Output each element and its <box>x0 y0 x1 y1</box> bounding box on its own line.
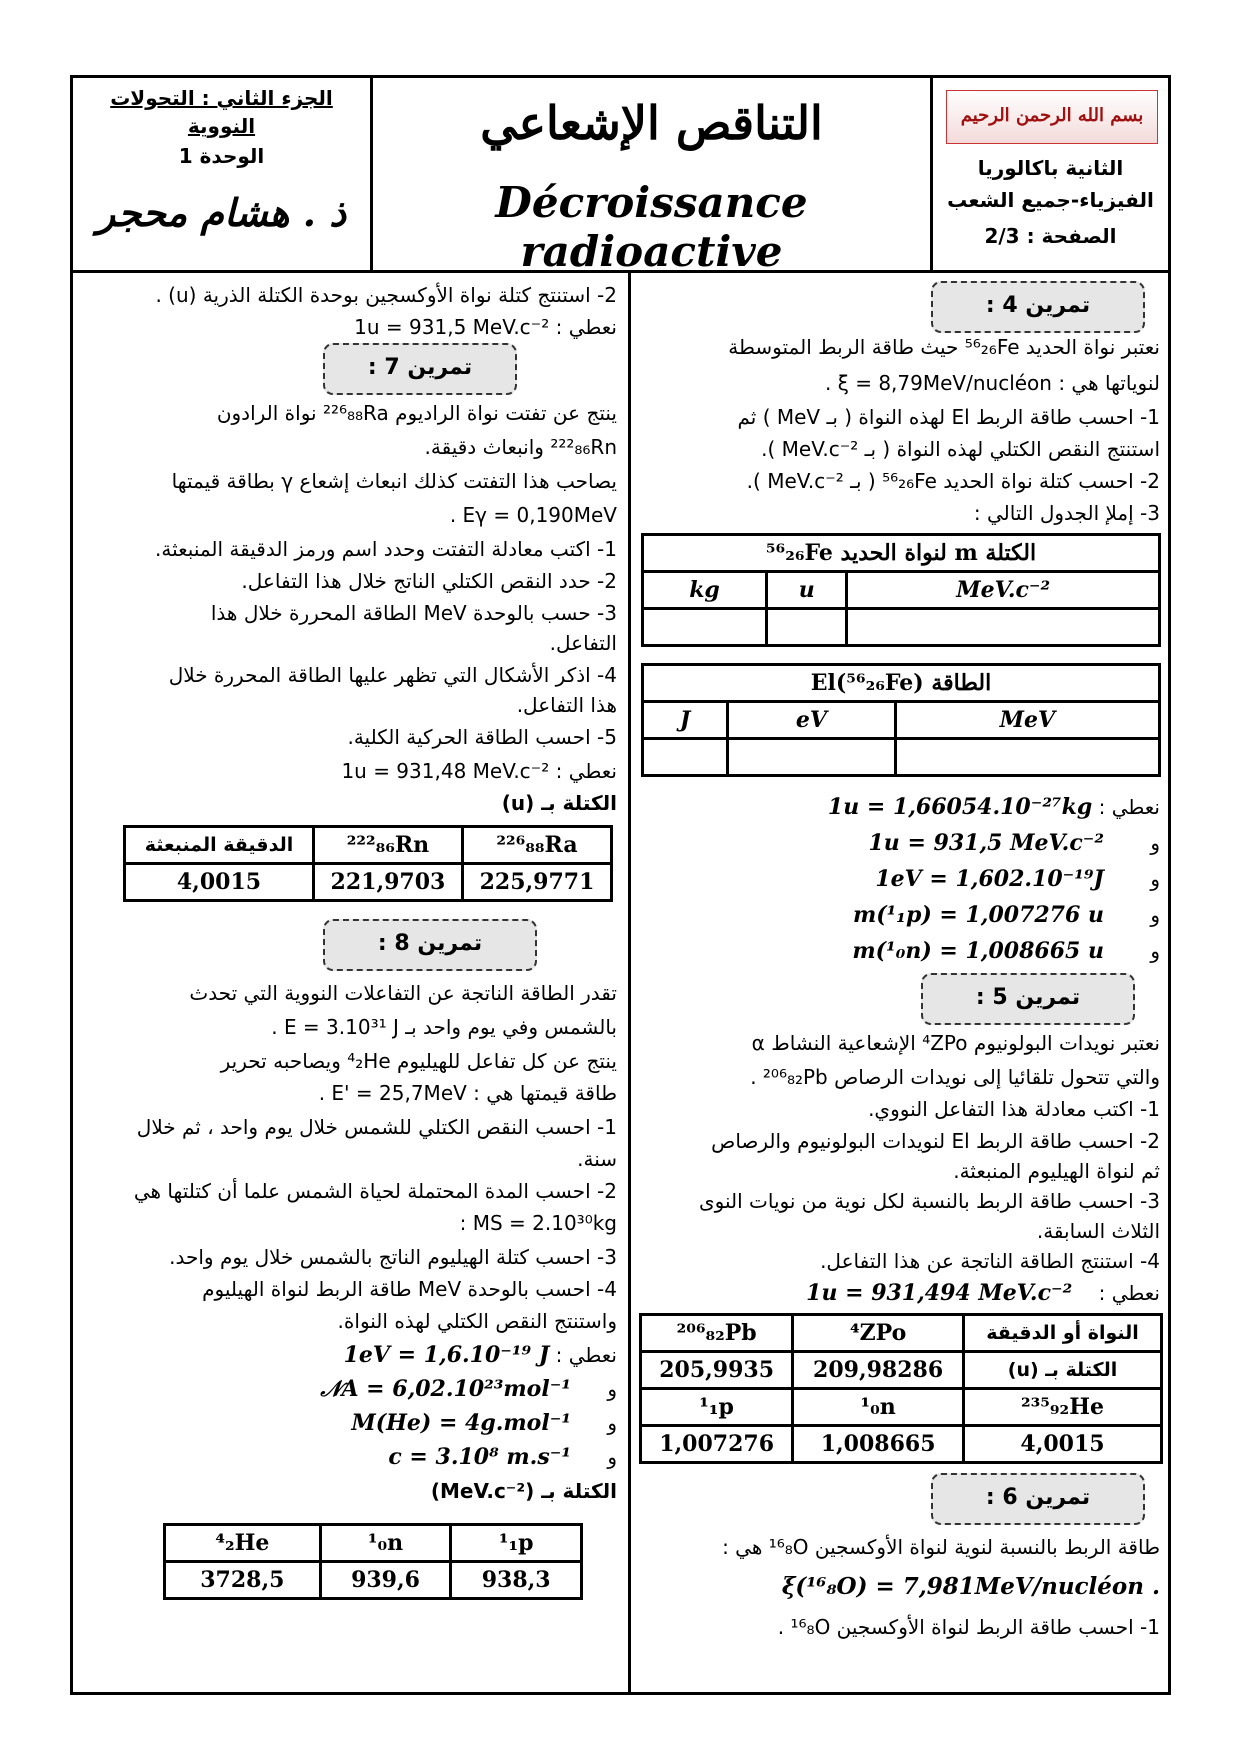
ex4-given-4 <box>639 901 1160 929</box>
ex7-line-8: التفاعل. <box>549 631 617 655</box>
ex4-line-1: نعتبر نواة الحديد ⁵⁶₂₆Fe حيث طاقة الربط المتوسطة <box>728 335 1160 359</box>
ex7-line-4: Eγ = 0,190MeV . <box>449 503 617 527</box>
given-value: 𝒩A = 6,02.10²³mol⁻¹ <box>320 1376 571 1402</box>
and-label: و <box>607 1377 617 1401</box>
cell: ¹₀n <box>793 1389 964 1426</box>
cell: الدقيقة المنبعثة <box>125 827 314 864</box>
cell: ⁴ZPo <box>793 1315 964 1352</box>
cell: ²³⁵₉₂He <box>964 1389 1162 1426</box>
given-value: c = 3.10⁸ m.s⁻¹ <box>388 1444 571 1470</box>
ex4-line-5: 2- احسب كتلة نواة الحديد ⁵⁶₂₆Fe ( بـ MeV.c⁻² ). <box>746 469 1160 493</box>
ex7-line-13: الكتلة بـ (u) <box>501 791 617 815</box>
page-label: الصفحة : <box>1026 224 1117 248</box>
ex7-line-9: 4- اذكر الأشكال التي تظهر عليها الطاقة المحررة خلال <box>168 663 617 687</box>
cell: ²²²₈₆Rn <box>313 827 462 864</box>
ex8-line-1: تقدر الطاقة الناتجة عن التفاعلات النووية التي تحدث <box>189 981 617 1005</box>
cell: 939,6 <box>320 1562 451 1599</box>
ex6-line-3: 1- احسب طاقة الربط لنواة الأوكسجين ¹⁶₈O . <box>777 1615 1160 1639</box>
basmala-logo: بسم الله الرحمن الرحيم <box>946 90 1158 144</box>
header-center <box>373 78 933 276</box>
ex4-line-3: 1- احسب طاقة الربط El لهذه النواة ( بـ MeV ) ثم <box>737 405 1160 429</box>
and-label: و <box>607 1445 617 1469</box>
blank-cell[interactable] <box>847 609 1160 646</box>
ex5-line-6: 3- احسب طاقة الربط بالنسبة لكل نوية من نويات النوى <box>699 1189 1160 1213</box>
cell: 3728,5 <box>165 1562 321 1599</box>
given-value: 1u = 1,66054.10⁻²⁷kg <box>827 794 1093 820</box>
ex6-line-5: نعطي : 1u = 931,5 MeV.c⁻² <box>354 315 617 339</box>
ex8-line-4: طاقة قيمتها هي : E' = 25,7MeV . <box>318 1081 617 1105</box>
unit-label: الوحدة 1 <box>178 144 265 168</box>
col-mev: MeV <box>895 702 1159 739</box>
exercise-5-label: تمرين 5 : <box>921 973 1135 1025</box>
ex7-line-10: هذا التفاعل. <box>516 693 617 717</box>
ex4-given-5 <box>639 937 1160 965</box>
page-value: 2/3 <box>984 224 1020 248</box>
iron-energy-table <box>641 663 1161 777</box>
blank-cell[interactable] <box>895 739 1159 776</box>
ex8-line-6: سنة. <box>577 1147 617 1171</box>
ex8-line-3: ينتج عن كل تفاعل للهيليوم ⁴₂He ويصاحبه تحرير <box>220 1049 617 1073</box>
ex4-given-2 <box>639 829 1160 857</box>
given-label: نعطي : <box>555 1343 617 1367</box>
cell: 1,008665 <box>793 1426 964 1463</box>
part-title-2: النووية <box>187 114 256 138</box>
ex4-line-2: لنوياتها هي : ξ = 8,79MeV/nucléon . <box>824 371 1160 395</box>
ex8-line-2: بالشمس وفي يوم واحد بـ E = 3.10³¹ J . <box>271 1015 617 1039</box>
given-value: 1u = 931,5 MeV.c⁻² <box>868 830 1104 856</box>
title-arabic: التناقص الإشعاعي <box>480 96 823 150</box>
cell: ¹₁p <box>641 1389 793 1426</box>
content <box>73 273 1168 1692</box>
ex8-given-1 <box>81 1341 617 1369</box>
ex5-line-7: الثلاث السابقة. <box>1036 1219 1160 1243</box>
blank-cell[interactable] <box>643 609 767 646</box>
ex7-line-5: 1- اكتب معادلة التفتت وحدد اسم ورمز الدقيقة المنبعثة. <box>155 537 617 561</box>
given-value: M(He) = 4g.mol⁻¹ <box>351 1410 571 1436</box>
given-value: 1u = 931,494 MeV.c⁻² <box>806 1280 1073 1306</box>
title-french: Décroissance radioactive <box>495 178 808 276</box>
ex5-line-4: 2- احسب طاقة الربط El لنويدات البولونيوم والرصاص <box>711 1129 1160 1153</box>
col-u: u <box>767 572 847 609</box>
ex7-line-11: 5- احسب الطاقة الحركية الكلية. <box>347 725 617 749</box>
ex7-line-1: ينتج عن تفتت نواة الراديوم ²²⁶₈₈Ra نواة الرادون <box>216 401 617 425</box>
cell: 4,0015 <box>125 864 314 901</box>
ex8-line-11: واستنتج النقص الكتلي لهذه النواة. <box>337 1309 617 1333</box>
and-label: و <box>607 1411 617 1435</box>
ex7-line-7: 3- حسب بالوحدة MeV الطاقة المحررة خلال هذا <box>210 601 617 625</box>
col-mev-c2: MeV.c⁻² <box>847 572 1160 609</box>
and-label: و <box>1150 903 1160 927</box>
and-label: و <box>1150 939 1160 963</box>
cell: 205,9935 <box>641 1352 793 1389</box>
ex8-line-8: MS = 2.10³⁰kg : <box>459 1211 617 1235</box>
ex4-line-6: 3- إملإ الجدول التالي : <box>973 501 1160 525</box>
cell: 225,9771 <box>462 864 611 901</box>
radium-table <box>123 825 613 902</box>
ex8-given-4 <box>81 1443 617 1471</box>
blank-cell[interactable] <box>728 739 895 776</box>
cell: ²⁰⁶₈₂Pb <box>641 1315 793 1352</box>
left-column <box>73 273 625 1692</box>
ex8-line-10: 4- احسب بالوحدة MeV طاقة الربط لنواة الهيليوم <box>202 1277 617 1301</box>
ex7-line-12: نعطي : 1u = 931,48 MeV.c⁻² <box>341 759 617 783</box>
col-kg: kg <box>643 572 767 609</box>
ex8-given-2 <box>81 1375 617 1403</box>
and-label: و <box>1150 831 1160 855</box>
cell: 209,98286 <box>793 1352 964 1389</box>
header-left <box>73 78 373 270</box>
level-label: الثانية باكالوريا <box>977 156 1124 180</box>
given-label: نعطي : <box>1098 1281 1160 1305</box>
ex7-line-6: 2- حدد النقص الكتلي الناتج خلال هذا التفاعل. <box>241 569 617 593</box>
ex8-given-3 <box>81 1409 617 1437</box>
exercise-7-label: تمرين 7 : <box>323 343 517 395</box>
blank-cell[interactable] <box>767 609 847 646</box>
ex8-given-5: الكتلة بـ (MeV.c⁻²) <box>430 1479 617 1503</box>
ex8-line-7: 2- احسب المدة المحتملة لحياة الشمس علما أن كتلتها هي <box>133 1179 617 1203</box>
ex4-line-4: استنتج النقص الكتلي لهذه النواة ( بـ MeV.c⁻² ). <box>761 437 1160 461</box>
iron-mass-title: الكتلة m لنواة الحديد ⁵⁶₂₆Fe <box>643 535 1160 572</box>
cell: 1,007276 <box>641 1426 793 1463</box>
ex5-line-1: نعتبر نويدات البولونيوم ⁴ZPo الإشعاعية النشاط α <box>751 1031 1160 1055</box>
iron-mass-table <box>641 533 1161 647</box>
given-value: m(¹₁p) = 1,007276 u <box>852 902 1104 928</box>
branch-label: الفيزياء-جميع الشعب <box>947 188 1154 212</box>
ex5-line-2: والتي تتحول تلقائيا إلى نويدات الرصاص ²⁰⁶₈₂Pb . <box>750 1065 1160 1089</box>
helium-table <box>163 1523 583 1600</box>
ex4-given-1 <box>639 793 1160 821</box>
header-right <box>933 78 1168 270</box>
cell: ¹₁p <box>451 1525 582 1562</box>
teacher-signature: ذ . هشام محجر <box>96 190 347 235</box>
ex8-line-5: 1- احسب النقص الكتلي للشمس خلال يوم واحد ، ثم خلال <box>136 1115 617 1139</box>
ex4-given-3 <box>639 865 1160 893</box>
ex5-given <box>639 1279 1160 1307</box>
col-ev: eV <box>728 702 895 739</box>
exercise-4-label: تمرين 4 : <box>931 281 1145 333</box>
ex7-line-2: ²²²₈₆Rn وانبعاث دقيقة. <box>424 435 617 459</box>
ex8-line-9: 3- احسب كتلة الهيليوم الناتج بالشمس خلال يوم واحد. <box>169 1245 617 1269</box>
cell: الكتلة بـ (u) <box>964 1352 1162 1389</box>
ex6-line-1: طاقة الربط بالنسبة لنوية لنواة الأوكسجين ¹⁶₈O هي : <box>722 1535 1160 1559</box>
cell: 4,0015 <box>964 1426 1162 1463</box>
ex5-line-8: 4- استنتج الطاقة الناتجة عن هذا التفاعل. <box>820 1249 1160 1273</box>
and-label: و <box>1150 867 1160 891</box>
ex7-line-3: يصاحب هذا التفتت كذلك انبعاث إشعاع γ بطاقة قيمتها <box>171 469 617 493</box>
exercise-8-label: تمرين 8 : <box>323 919 537 971</box>
right-column <box>628 273 1168 1692</box>
given-value: 1eV = 1,602.10⁻¹⁹J <box>875 866 1104 892</box>
iron-energy-title: الطاقة El(⁵⁶₂₆Fe) <box>643 665 1160 702</box>
ex6-line-4: 2- استنتج كتلة نواة الأوكسجين بوحدة الكتلة الذرية (u) . <box>155 283 617 307</box>
given-value: m(¹₀n) = 1,008665 u <box>852 938 1104 964</box>
polonium-table <box>639 1313 1163 1464</box>
blank-cell[interactable] <box>643 739 728 776</box>
col-j: J <box>643 702 728 739</box>
page-number <box>933 224 1168 248</box>
cell: ¹₀n <box>320 1525 451 1562</box>
cell: ²²⁶₈₈Ra <box>462 827 611 864</box>
given-value: 1eV = 1,6.10⁻¹⁹ J <box>343 1342 550 1368</box>
page-frame <box>70 75 1171 1695</box>
ex5-line-3: 1- اكتب معادلة هذا التفاعل النووي. <box>868 1097 1160 1121</box>
header <box>73 78 1168 276</box>
given-label: نعطي : <box>1098 795 1160 819</box>
ex6-line-2: ξ(¹⁶₈O) = 7,981MeV/nucléon . <box>781 1573 1160 1600</box>
cell: النواة أو الدقيقة <box>964 1315 1162 1352</box>
exercise-6-label: تمرين 6 : <box>931 1473 1145 1525</box>
cell: 221,9703 <box>313 864 462 901</box>
part-title: الجزء الثاني : التحولات <box>110 86 333 110</box>
cell: 938,3 <box>451 1562 582 1599</box>
cell: ⁴₂He <box>165 1525 321 1562</box>
ex5-line-5: ثم لنواة الهيليوم المنبعثة. <box>953 1159 1160 1183</box>
